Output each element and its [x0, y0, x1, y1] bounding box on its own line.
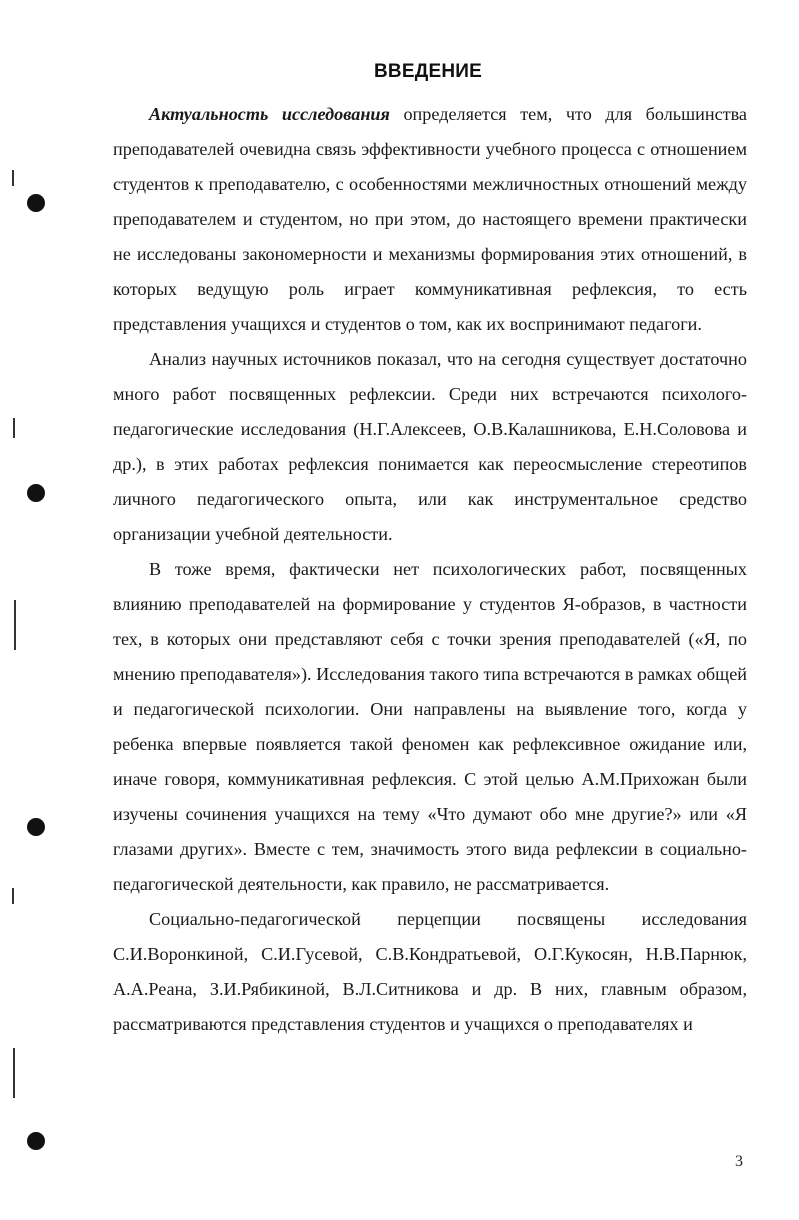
paragraph-text: определяется тем, что для большинства преподавателей очевидна связь эффективности учебного процесса с отношением студентов к преподавателю, с особенностями межличностных отношений между преподавателем и студентом, но при этом, до настоящего времени практически не исследованы закономерности и механизмы формирования этих отношений, в которых ведущую роль играет коммуникативная рефлексия, то есть представления учащихся и студентов о том, как их воспринимают педагоги. — [113, 104, 748, 334]
scan-mark — [12, 170, 14, 186]
binder-hole — [27, 1132, 45, 1150]
paragraph — [113, 97, 747, 342]
paragraph-bold-lead: Актуальность исследования — [149, 104, 390, 124]
scan-mark — [13, 418, 15, 438]
binder-hole — [27, 194, 45, 212]
binder-hole — [27, 818, 45, 836]
scan-mark — [13, 1048, 15, 1098]
binder-hole — [27, 484, 45, 502]
paragraph: Социально-педагогической перцепции посвящены исследования С.И.Воронкиной, С.И.Гусевой, С.В.Кондратьевой, О.Г.Кукосян, Н.В.Парнюк, А.А.Реана, З.И.Рябикиной, В.Л.Ситникова и др. В них, главным образом, рассматриваются представления студентов и учащихся о преподавателях и — [113, 909, 747, 1034]
document-body — [113, 97, 747, 1042]
paragraph: Анализ научных источников показал, что на сегодня существует достаточно много работ посвященных рефлексии. Среди них встречаются психолого-педагогические исследования (Н.Г.Алексеев, О.В.Калашникова, Е.Н.Соловова и др.), в этих работах рефлексия понимается как переосмысление стереотипов личного педагогического опыта, или как инструментальное средство организации учебной деятельности. — [113, 349, 747, 544]
paragraph: В тоже время, фактически нет психологических работ, посвященных влиянию преподавателей на формирование у студентов Я-образов, в частности тех, в которых они представляют себя с точки зрения преподавателей («Я, по мнению преподавателя»). Исследования такого типа встречаются в рамках общей и педагогической психологии. Они направлены на выявление того, когда у ребенка впервые появляется такой феномен как рефлексивное ожидание или, иначе говоря, коммуникативная рефлексия. С этой целью А.М.Прихожан были изучены сочинения учащихся на тему «Что думают обо мне другие?» или «Я глазами других». Вместе с тем, значимость этого вида рефлексии в социально-педагогической деятельности, как правило, не рассматривается. — [113, 559, 747, 894]
scan-mark — [14, 600, 16, 650]
page-number: 3 — [735, 1153, 743, 1170]
page-title: ВВЕДЕНИЕ — [374, 61, 482, 82]
scan-mark — [12, 888, 14, 904]
